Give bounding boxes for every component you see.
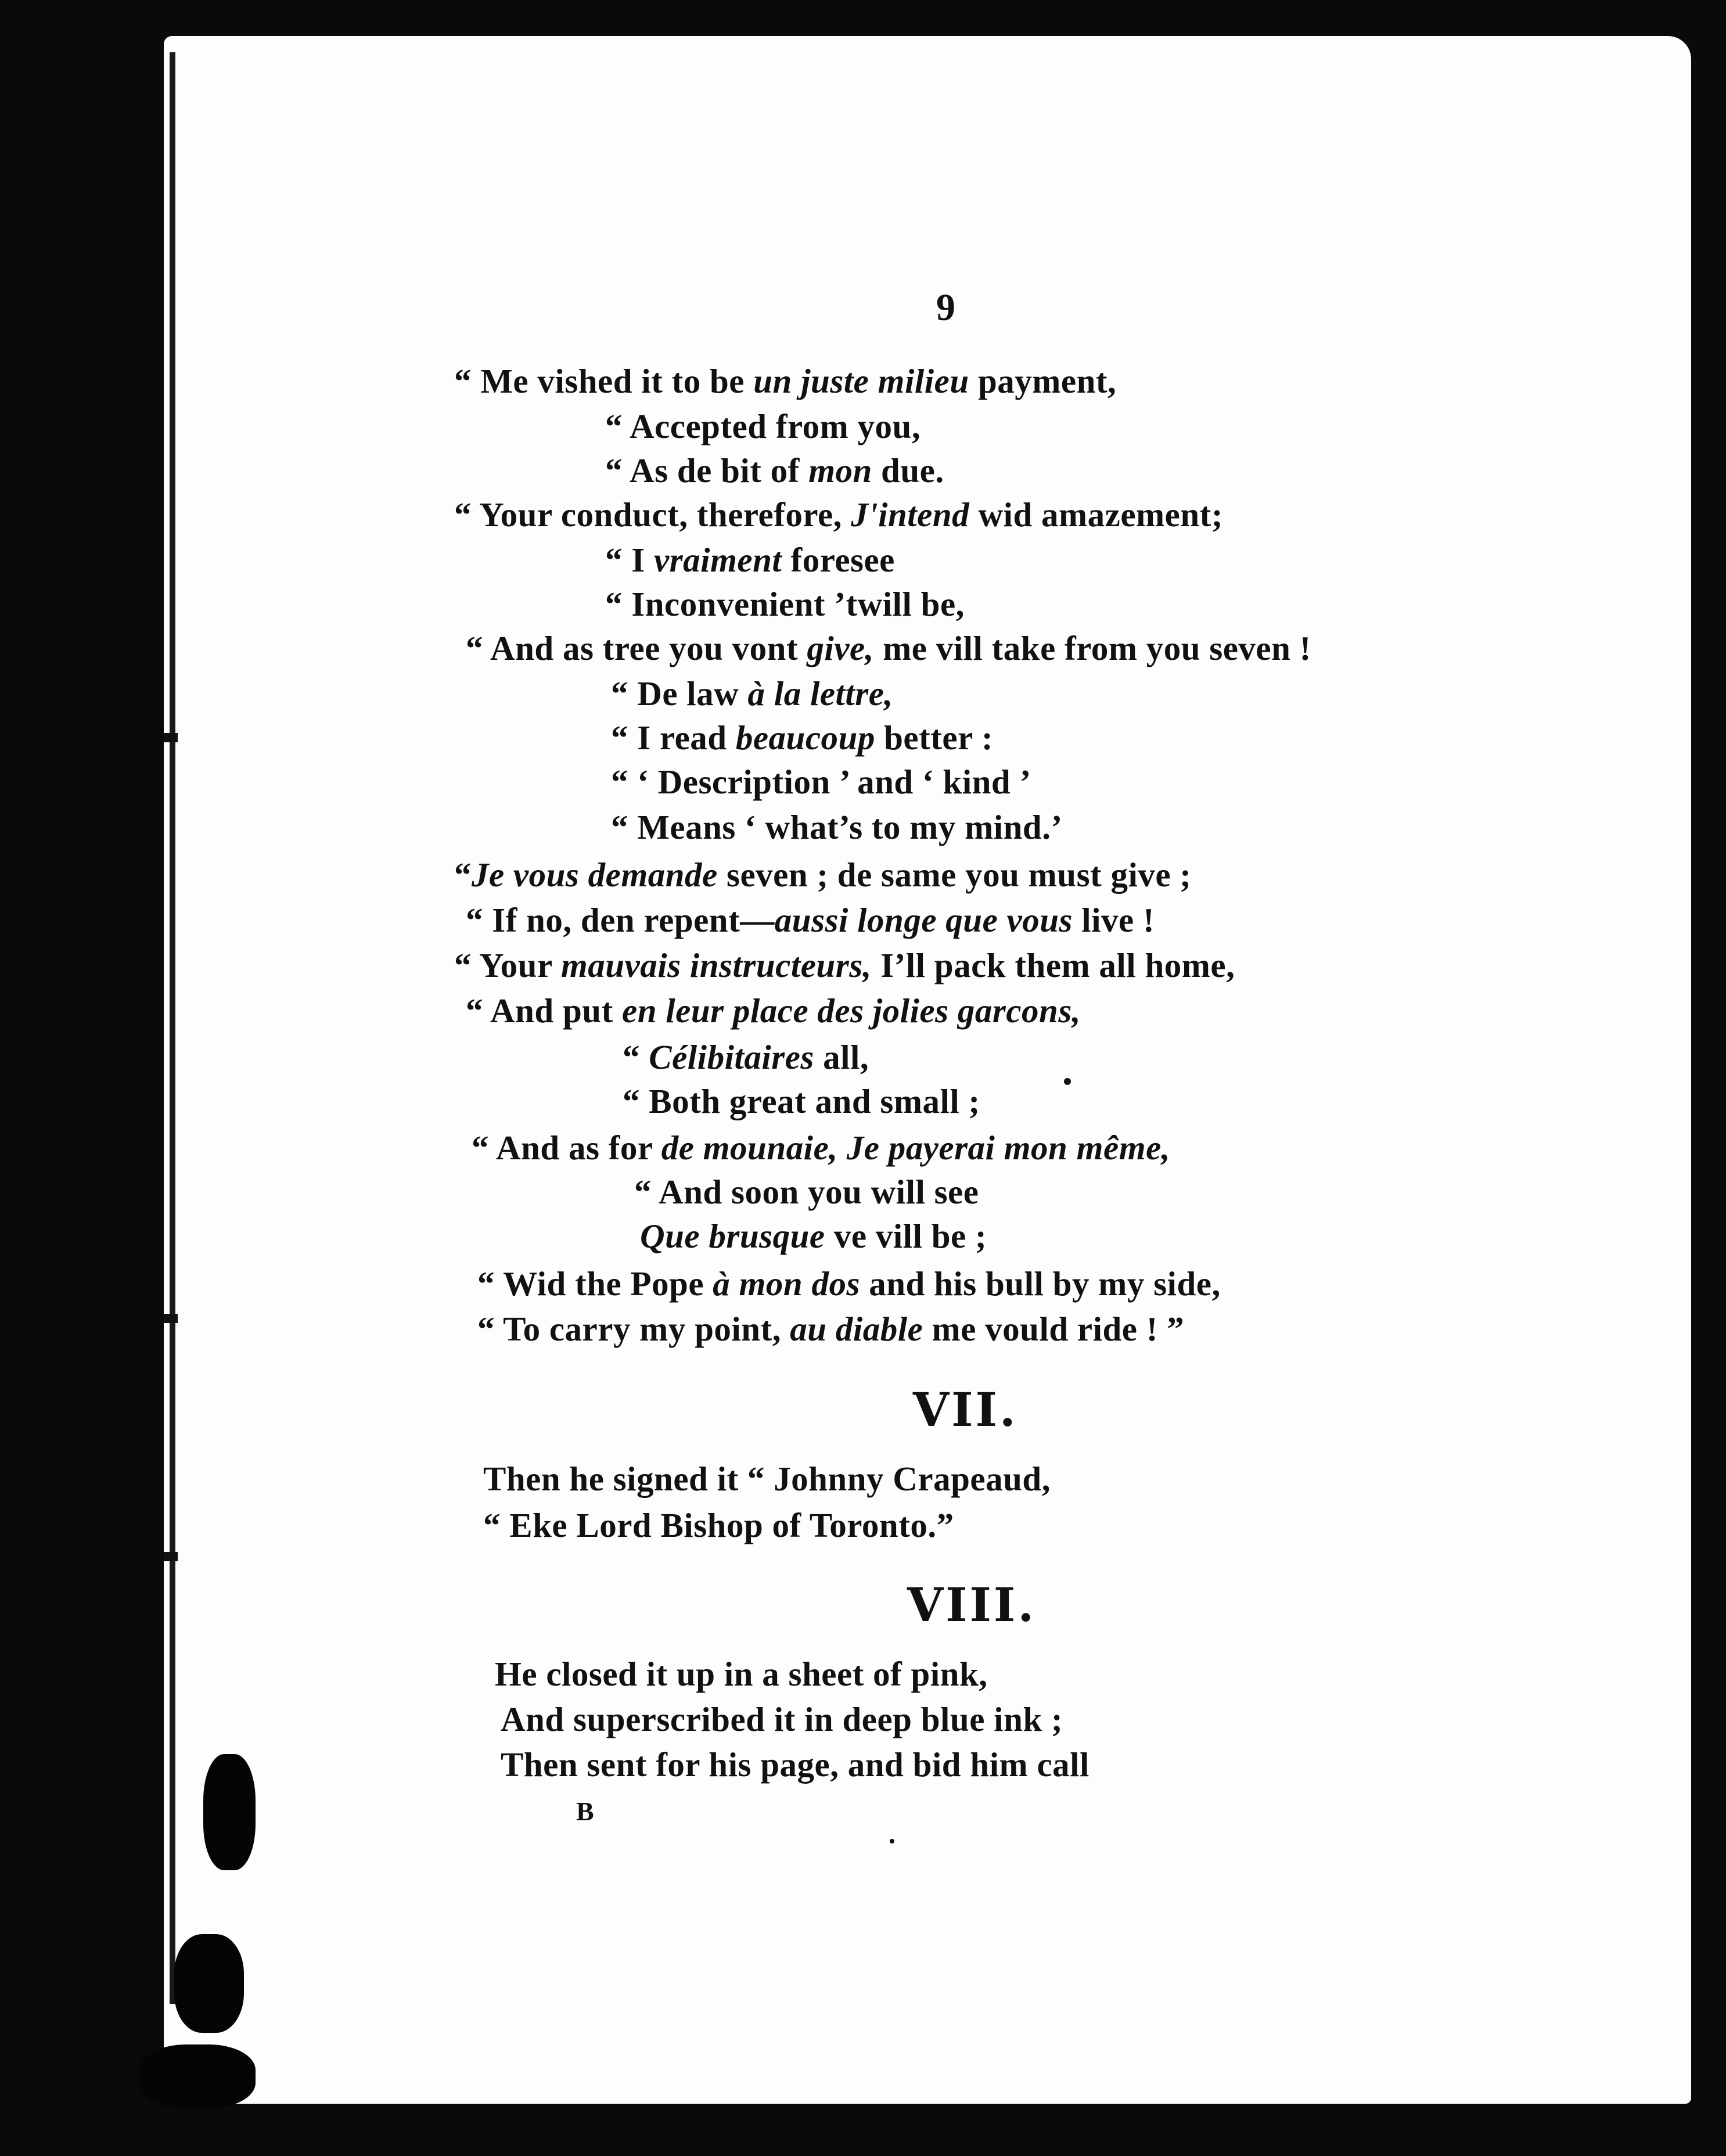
- verse-line: Then sent for his page, and bid him call: [501, 1745, 1089, 1784]
- verse-line: “ And soon you will see: [634, 1173, 979, 1211]
- verse-line: “ Your mauvais instructeurs, I’ll pack them all home,: [454, 946, 1235, 984]
- ink-blot: [203, 1754, 256, 1870]
- verse-line: “ I read beaucoup better :: [611, 718, 994, 757]
- gutter-mark: [164, 733, 178, 742]
- verse-line: “Je vous demande seven ; de same you must give ;: [454, 856, 1192, 894]
- verse-line: “ Célibitaires all,: [623, 1038, 869, 1076]
- book-page: [164, 36, 1691, 2104]
- verse-line: “ De law à la lettre,: [611, 674, 893, 713]
- verse-line: “ Your conduct, therefore, J'intend wid amazement;: [454, 495, 1223, 534]
- verse-line: “ And put en leur place des jolies garcons,: [466, 991, 1081, 1030]
- verse-line: “ Both great and small ;: [623, 1082, 980, 1120]
- ink-blot: [174, 1934, 244, 2033]
- verse-line: “ To carry my point, au diable me vould ride ! ”: [477, 1310, 1185, 1348]
- ink-blot: [139, 2044, 256, 2108]
- signature-mark: B: [576, 1796, 594, 1826]
- page-number: 9: [936, 286, 955, 329]
- verse-line: And superscribed it in deep blue ink ;: [501, 1700, 1063, 1738]
- verse-line: “ ‘ Description ’ and ‘ kind ’: [611, 763, 1031, 801]
- ink-speck: [1064, 1078, 1071, 1085]
- verse-line: “ And as for de mounaie, Je payerai mon même,: [472, 1129, 1171, 1167]
- ink-speck: [890, 1839, 894, 1844]
- gutter-mark: [164, 1552, 178, 1561]
- verse-line: “ I vraiment foresee: [605, 541, 895, 579]
- verse-line: He closed it up in a sheet of pink,: [495, 1655, 988, 1693]
- verse-line: “ If no, den repent—aussi longe que vous live !: [466, 901, 1155, 939]
- verse-line: “ Eke Lord Bishop of Toronto.”: [483, 1506, 954, 1544]
- verse-line: “ As de bit of mon due.: [605, 451, 944, 490]
- section-heading-viii: VIII.: [907, 1578, 1037, 1632]
- verse-line: Then he signed it “ Johnny Crapeaud,: [483, 1460, 1051, 1498]
- verse-line: “ Inconvenient ’twill be,: [605, 585, 965, 623]
- verse-line: “ Means ‘ what’s to my mind.’: [611, 808, 1063, 846]
- gutter-mark: [164, 1314, 178, 1323]
- verse-line: “ And as tree you vont give, me vill take from you seven !: [466, 629, 1311, 667]
- binding-gutter: [170, 52, 175, 2004]
- verse-line: Que brusque ve vill be ;: [640, 1217, 987, 1255]
- verse-line: “ Me vished it to be un juste milieu payment,: [454, 362, 1117, 400]
- section-heading-vii: VII.: [913, 1382, 1018, 1437]
- verse-line: “ Accepted from you,: [605, 407, 921, 445]
- verse-line: “ Wid the Pope à mon dos and his bull by my side,: [477, 1264, 1221, 1303]
